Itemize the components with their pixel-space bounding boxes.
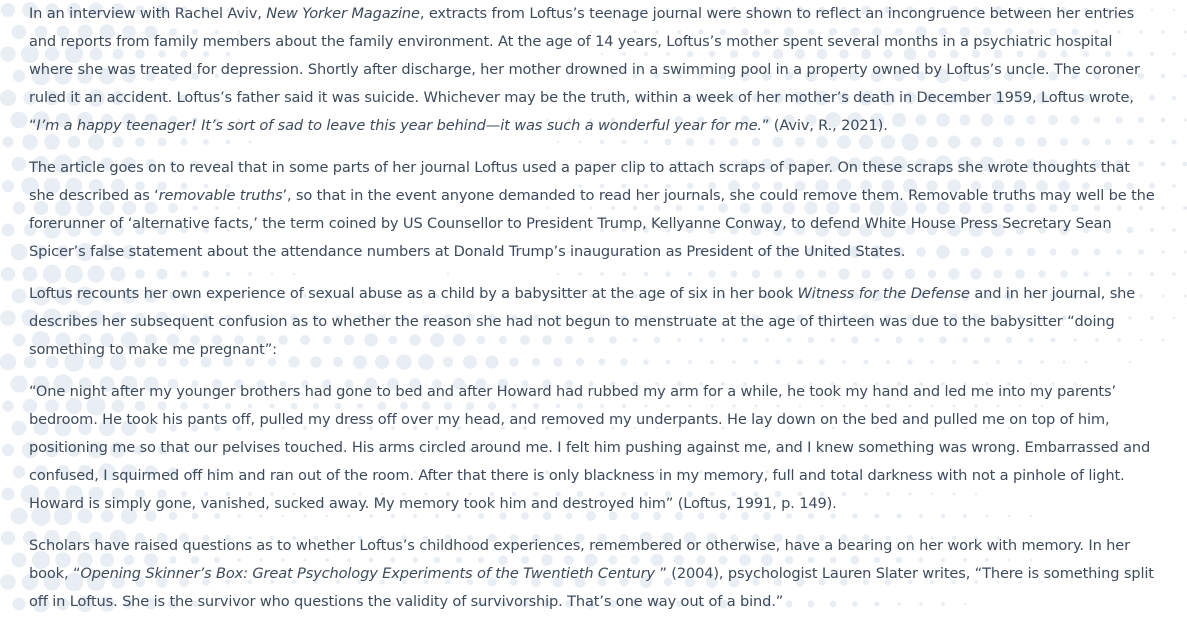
paragraph-2-text-2: ’, so that in the event anyone demanded to read her journals, she could remove them. Removable truths may well be the forerunner of ‘alternative facts,’ the term coined by US Counsellor to President Trump, Kellyanne Conway, to defend White House Press Secretary Sean Spicer’s false statement about the attendance numbers at Donald Trump’s inauguration as President of the United States. [29,187,1155,260]
book-title-witness: Witness for the Defense [797,285,970,302]
paragraph-1 [29,0,1159,140]
journal-quote: I’m a happy teenager! It’s sort of sad to leave this year behind—it was such a wonderful year for me. [36,117,762,134]
paragraph-1-citation: ” (Aviv, R., 2021). [761,117,888,134]
paragraph-1-text-2: , extracts from Loftus’s teenage journal were shown to reflect an incongruence between her entries and reports from family members about the family environment. At the age of 14 years, Loftus’s mother spent several months in a psychiatric hospital where she was treated for depression. Shortly after discharge, her mother drowned in a swimming pool in a property owned by Loftus’s uncle. The coroner ruled it an accident. Loftus’s father said it was suicide. Whichever may be the truth, within a week of her mother’s death in December 1959, Loftus wrote, “ [29,5,1140,134]
removable-truths-term: removable truths [158,187,283,204]
publication-name: New Yorker Magazine [266,5,420,22]
paragraph-1-text-1: In an interview with Rachel Aviv, [29,5,267,22]
paragraph-5-text-2: ” (2004), psychologist Lauren Slater writes, “There is something split off in Loftus. She is the survivor who questions the validity of survivorship. That’s one way out of a bind.” [29,565,1154,610]
paragraph-4-text: “One night after my younger brothers had gone to bed and after Howard had rubbed my arm for a while, he took my hand and led me into my parents’ bedroom. He took his pants off, pulled my dress off over my head, and removed my underpants. He lay down on the bed and pulled me on top of him, positioning me so that our pelvises touched. His arms circled around me. I felt him pushing against me, and I knew something was wrong. Embarrassed and confused, I squirmed off him and ran out of the room. After that there is only blackness in my memory, full and total darkness with not a pinhole of light. Howard is simply gone, vanished, sucked away. My memory took him and destroyed him” (Loftus, 1991, p. 149). [29,383,1151,512]
paragraph-3-text-2: and in her journal, she describes her subsequent confusion as to whether the reason she had not begun to menstruate at the age of thirteen was due to the babysitter “doing something to make me pregnant”: [29,285,1136,358]
paragraph-2 [29,154,1159,266]
paragraph-4-quote [29,378,1159,518]
paragraph-5 [29,532,1159,616]
paragraph-5-text-1: Scholars have raised questions as to whether Loftus’s childhood experiences, remembered or otherwise, have a bearing on her work with memory. In her book, “ [29,537,1130,582]
book-title-skinner: Opening Skinner’s Box: Great Psychology Experiments of the Twentieth Century [80,565,660,582]
paragraph-3-text-1: Loftus recounts her own experience of sexual abuse as a child by a babysitter at the age of six in her book [29,285,798,302]
paragraph-2-text-1: The article goes on to reveal that in some parts of her journal Loftus used a paper clip to attach scraps of paper. On these scraps she wrote thoughts that she described as ‘ [29,159,1130,204]
paragraph-3 [29,280,1159,364]
